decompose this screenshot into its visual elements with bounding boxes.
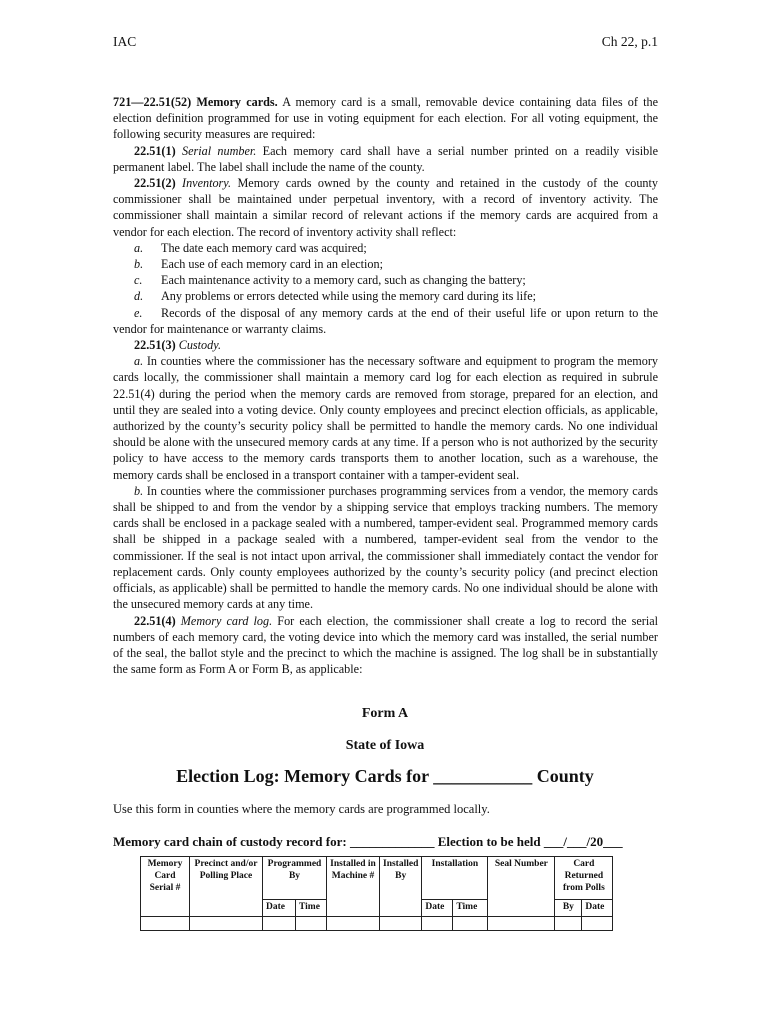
list-text: Each maintenance activity to a memory card, such as changing the battery;	[161, 273, 526, 288]
subrule-3-para-a	[113, 353, 658, 483]
column-header-installed-by: Installed By	[380, 857, 422, 917]
subheader-date: Date	[263, 900, 296, 917]
list-letter: a.	[134, 240, 144, 255]
chain-of-custody-line: Memory card chain of custody record for: _____________ Election to be held ___/___/20___	[113, 834, 623, 849]
form-state: State of Iowa	[345, 738, 425, 753]
subrule-3	[113, 337, 658, 353]
table-cell[interactable]	[422, 917, 453, 931]
table-cell[interactable]	[488, 917, 555, 931]
list-item	[113, 256, 658, 272]
table-cell[interactable]	[327, 917, 380, 931]
para-text: In counties where the commissioner has the necessary software and equipment to program the memory cards locally, the commissioner shall maintain a memory card log for each election as required in subrule 22.51(4) during the period when the memory cards are removed from storage, prepared for an election, and until they are sealed into a voting device. Only county employees and precinct election officials, as applicable, authorized by the county’s security policy shall be permitted to handle the memory cards. No one individual should be alone with the unsecured memory cards at any time. If a person who is not authorized by the security policy to have access to the memory cards transports them to another location, such as a warehouse, the memory cards shall be enclosed in a transport container with a tamper-evident seal.	[113, 354, 658, 482]
subrule-1-number: 22.51(1)	[134, 143, 176, 158]
list-letter: c.	[134, 273, 143, 288]
rule-body	[113, 94, 658, 677]
subrule-4-number: 22.51(4)	[134, 613, 176, 628]
table-header-row	[141, 857, 613, 900]
list-letter: b.	[134, 257, 144, 272]
subheader-date: Date	[422, 900, 453, 917]
table-cell[interactable]	[296, 917, 327, 931]
para-letter: b.	[134, 483, 144, 498]
column-header-precinct: Precinct and/or Polling Place	[190, 857, 263, 917]
subrule-4-title: Memory card log.	[180, 613, 273, 628]
column-header-returned: Card Returned from Polls	[555, 857, 613, 900]
list-item	[113, 305, 658, 337]
subrule-1	[113, 143, 658, 175]
inventory-list	[113, 240, 658, 337]
list-letter: d.	[134, 289, 144, 304]
subheader-date: Date	[582, 900, 613, 917]
running-header-right: Ch 22, p.1	[601, 34, 658, 49]
table-cell[interactable]	[555, 917, 582, 931]
column-header-serial: Memory Card Serial #	[141, 857, 190, 917]
subrule-1-title: Serial number.	[181, 143, 257, 158]
subrule-3-title: Custody.	[178, 338, 222, 353]
memory-card-log-table	[140, 856, 613, 931]
subrule-2	[113, 175, 658, 240]
table-cell[interactable]	[263, 917, 296, 931]
list-text: Records of the disposal of any memory cards at the end of their useful life or upon return to the vendor for maintenance or warranty claims.	[113, 305, 658, 336]
rule-number: 721—22.51(52) Memory cards.	[113, 95, 278, 109]
form-title: Election Log: Memory Cards for ___________ County	[176, 766, 594, 786]
list-item	[113, 240, 658, 256]
list-text: Each use of each memory card in an election;	[161, 257, 383, 272]
table-cell[interactable]	[582, 917, 613, 931]
list-text: The date each memory card was acquired;	[161, 240, 367, 255]
subrule-2-text: Memory cards owned by the county and retained in the custody of the county commissioner shall be maintained under perpetual inventory, with a record of inventory activity. The commissioner shall maintain a similar record of relevant actions if the memory cards are acquired from a vendor for each election. The record of inventory activity shall reflect:	[113, 176, 659, 239]
running-header-left: IAC	[113, 34, 137, 49]
para-text: In counties where the commissioner purchases programming services from a vendor, the memory cards shall be shipped to and from the vendor by a shipping service that employs tracking numbers. The memory cards shall be enclosed in a package sealed with a numbered, tamper-evident seal. Programmed memory cards shall be shipped in a package sealed with a numbered, tamper-evident seal from the vendor to the commissioner. If the seal is not intact upon arrival, the commissioner shall immediately contact the vendor for replacement cards. Only county employees authorized by the county’s security policy (and precinct election officials, as applicable) shall be permitted to handle the memory cards. No one individual should be alone with the unsecured memory cards at any time.	[113, 483, 659, 612]
column-header-programmed: Programmed By	[263, 857, 327, 900]
para-letter: a.	[134, 354, 144, 369]
subrule-3-number: 22.51(3)	[134, 338, 176, 353]
subrule-2-number: 22.51(2)	[134, 176, 176, 191]
table-cell[interactable]	[190, 917, 263, 931]
table-cell[interactable]	[380, 917, 422, 931]
list-item	[113, 272, 658, 288]
rule-intro	[113, 94, 658, 143]
subrule-2-title: Inventory.	[182, 176, 232, 191]
rule-intro-text: A memory card is a small, removable device containing data files of the election definition programmed for use in voting equipment for each election. For all voting equipment, the following security measures are required:	[113, 95, 658, 142]
table-row	[141, 917, 613, 931]
list-letter: e.	[134, 305, 143, 320]
subheader-time: Time	[296, 900, 327, 917]
subheader-by: By	[555, 900, 582, 917]
column-header-seal: Seal Number	[488, 857, 555, 917]
list-text: Any problems or errors detected while using the memory card during its life;	[161, 289, 537, 304]
subheader-time: Time	[453, 900, 488, 917]
table-cell[interactable]	[141, 917, 190, 931]
subrule-1-text: Each memory card shall have a serial number printed on a readily visible permanent label. The label shall include the name of the county.	[113, 143, 659, 174]
form-label: Form A	[361, 706, 409, 721]
column-header-installation: Installation	[422, 857, 488, 900]
subrule-4-text: For each election, the commissioner shall create a log to record the serial numbers of each memory card, the voting device into which the memory card was installed, the serial number of the seal, the ballot style and the precinct to which the machine is assigned. The log shall be in substantially the same form as Form A or Form B, as applicable:	[113, 613, 659, 677]
form-usage-note: Use this form in counties where the memory cards are programmed locally.	[113, 802, 490, 816]
subrule-4	[113, 613, 658, 678]
subrule-3-para-b	[113, 483, 658, 613]
list-item	[113, 288, 658, 304]
table-cell[interactable]	[453, 917, 488, 931]
column-header-installed-in: Installed in Machine #	[327, 857, 380, 917]
